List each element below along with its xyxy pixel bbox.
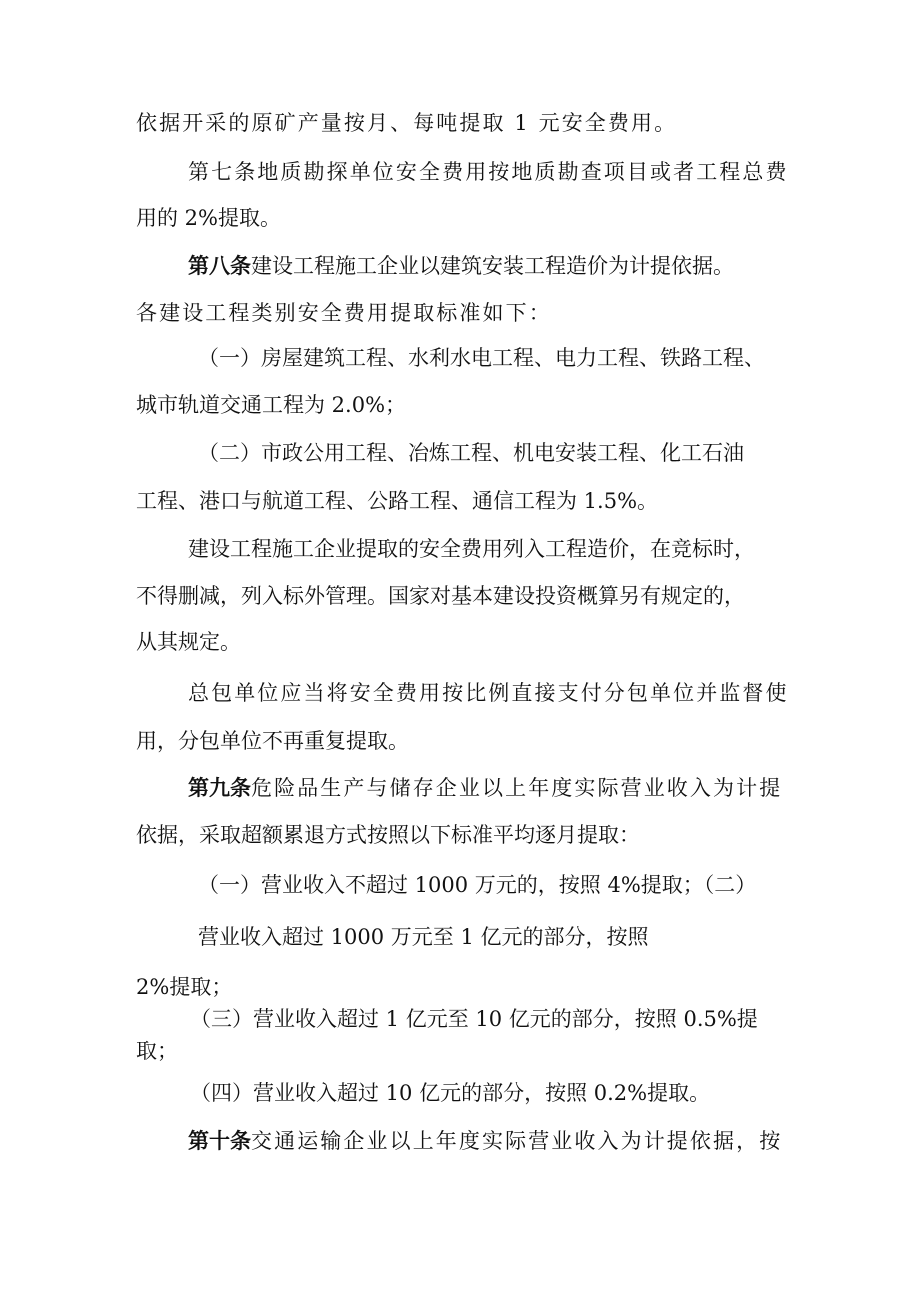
paragraph-line: 营业收入超过 1000 万元至 1 亿元的部分，按照 — [198, 925, 649, 949]
article-10-heading: 第十条 — [188, 1128, 251, 1153]
paragraph-line: （二）市政公用工程、冶炼工程、机电安装工程、化工石油 — [198, 441, 744, 465]
article-8-line — [188, 251, 734, 281]
paragraph-line: 2%提取； — [136, 975, 233, 999]
article-9-line — [188, 773, 782, 803]
article-10-text: 交通运输企业以上年度实际营业收入为计提依据，按 — [251, 1129, 783, 1153]
paragraph-line: 建设工程施工企业提取的安全费用列入工程造价，在竞标时， — [188, 537, 755, 561]
paragraph-line: 用的 2%提取。 — [136, 206, 281, 230]
paragraph-line: 不得删减，列入标外管理。国家对基本建设投资概算另有规定的， — [136, 584, 745, 608]
article-8-text: 建设工程施工企业以建筑安装工程造价为计提依据。 — [251, 254, 734, 278]
article-8-heading: 第八条 — [188, 253, 251, 278]
paragraph-line: （三）营业收入超过 1 亿元至 10 亿元的部分，按照 0.5%提 — [190, 1007, 758, 1031]
paragraph-line: 依据开采的原矿产量按月、每吨提取 1 元安全费用。 — [136, 111, 678, 135]
article-9-heading: 第九条 — [188, 775, 251, 800]
paragraph-line: 取； — [136, 1039, 178, 1063]
article-10-line — [188, 1126, 782, 1156]
paragraph-line: （一）房屋建筑工程、水利水电工程、电力工程、铁路工程、 — [198, 346, 765, 370]
paragraph-line: 城市轨道交通工程为 2.0%； — [136, 393, 407, 417]
paragraph-line: （一）营业收入不超过 1000 万元的，按照 4%提取；（二） — [198, 873, 757, 897]
paragraph-line: 从其规定。 — [136, 630, 241, 654]
paragraph-line: 总包单位应当将安全费用按比例直接支付分包单位并监督使 — [188, 681, 789, 705]
paragraph-line: 工程、港口与航道工程、公路工程、通信工程为 1.5%。 — [136, 489, 659, 513]
article-9-text: 危险品生产与储存企业以上年度实际营业收入为计提 — [251, 776, 783, 800]
paragraph-line: 依据，采取超额累退方式按照以下标准平均逐月提取： — [136, 823, 640, 847]
paragraph-line: 用，分包单位不再重复提取。 — [136, 729, 409, 753]
paragraph-line: （四）营业收入超过 10 亿元的部分，按照 0.2%提取。 — [190, 1081, 711, 1105]
paragraph-line: 第七条地质勘探单位安全费用按地质勘查项目或者工程总费 — [188, 160, 789, 184]
paragraph-line: 各建设工程类别安全费用提取标准如下： — [136, 301, 552, 325]
